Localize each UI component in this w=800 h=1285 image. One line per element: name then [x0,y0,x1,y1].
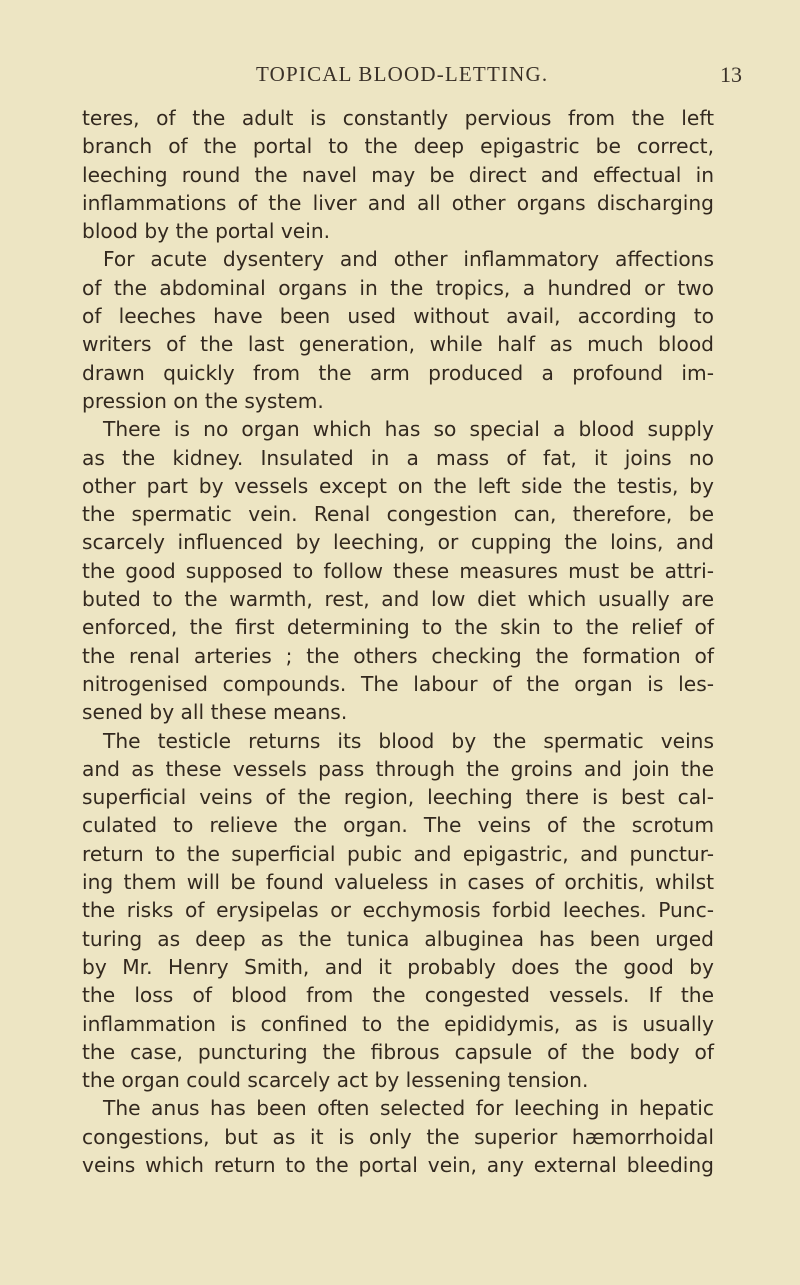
text-line: inflammations of the liver and all other organs discharging [82,190,714,215]
text-line: the risks of erysipelas or ecchymosis forbid leeches. Punc- [82,898,714,923]
text-line: superficial veins of the region, leeching there is best cal- [82,785,714,810]
page-number: 13 [720,62,742,87]
text-line: teres, of the adult is constantly pervious from the left [82,106,714,130]
text-line: The testicle returns its blood by the spermatic veins [103,728,714,753]
text-line: nitrogenised compounds. The labour of the organ is les- [82,671,714,696]
text-line: congestions, but as it is only the superior hæmorrhoidal [82,1124,714,1149]
text-line: of the abdominal organs in the tropics, a hundred or two [82,275,714,300]
text-line: inflammation is confined to the epididymis, as is usually [82,1011,714,1036]
text-line: as the kidney. Insulated in a mass of fat, it joins no [82,445,714,470]
text-line: of leeches have been used without avail, according to [82,304,714,329]
text-line: leeching round the navel may be direct and effectual in [82,162,714,187]
text-line: return to the superficial pubic and epigastric, and punctur- [82,841,714,866]
text-line: the spermatic vein. Renal congestion can, therefore, be [82,502,714,527]
text-line: blood by the portal vein. [82,219,331,244]
text-line: writers of the last generation, while half as much blood [82,332,714,357]
text-line: culated to relieve the organ. The veins of the scrotum [82,813,714,838]
text-line: the loss of blood from the congested vessels. If the [82,983,714,1008]
text-line: the good supposed to follow these measures must be attri- [82,558,714,583]
text-line: ing them will be found valueless in cases of orchitis, whilst [82,870,714,895]
text-line: the organ could scarcely act by lessening tension. [82,1068,589,1093]
text-line: branch of the portal to the deep epigastric be correct, [82,134,714,159]
text-line: the case, puncturing the fibrous capsule of the body of [82,1039,714,1064]
text-line: and as these vessels pass through the groins and join the [82,756,714,781]
text-line: sened by all these means. [82,700,348,725]
text-line: enforced, the first determining to the skin to the relief of [82,615,714,640]
running-head [0,62,800,92]
text-line: There is no organ which has so special a blood supply [103,417,714,442]
text-line: pression on the system. [82,388,324,413]
body-text [82,104,714,1179]
text-line: drawn quickly from the arm produced a profound im- [82,360,714,385]
text-line: the renal arteries ; the others checking the formation of [82,643,714,668]
text-line: other part by vessels except on the left side the testis, by [82,473,714,498]
text-line: by Mr. Henry Smith, and it probably does the good by [82,954,714,979]
running-head-title: TOPICAL BLOOD-LETTING. [256,62,549,86]
text-line: scarcely influenced by leeching, or cupping the loins, and [82,530,714,555]
text-line: For acute dysentery and other inflammatory affections [103,247,714,272]
text-line: buted to the warmth, rest, and low diet which usually are [82,587,714,612]
text-line: The anus has been often selected for leeching in hepatic [103,1096,714,1121]
text-line: veins which return to the portal vein, any external bleeding [82,1152,714,1177]
text-line: turing as deep as the tunica albuginea has been urged [82,926,714,951]
